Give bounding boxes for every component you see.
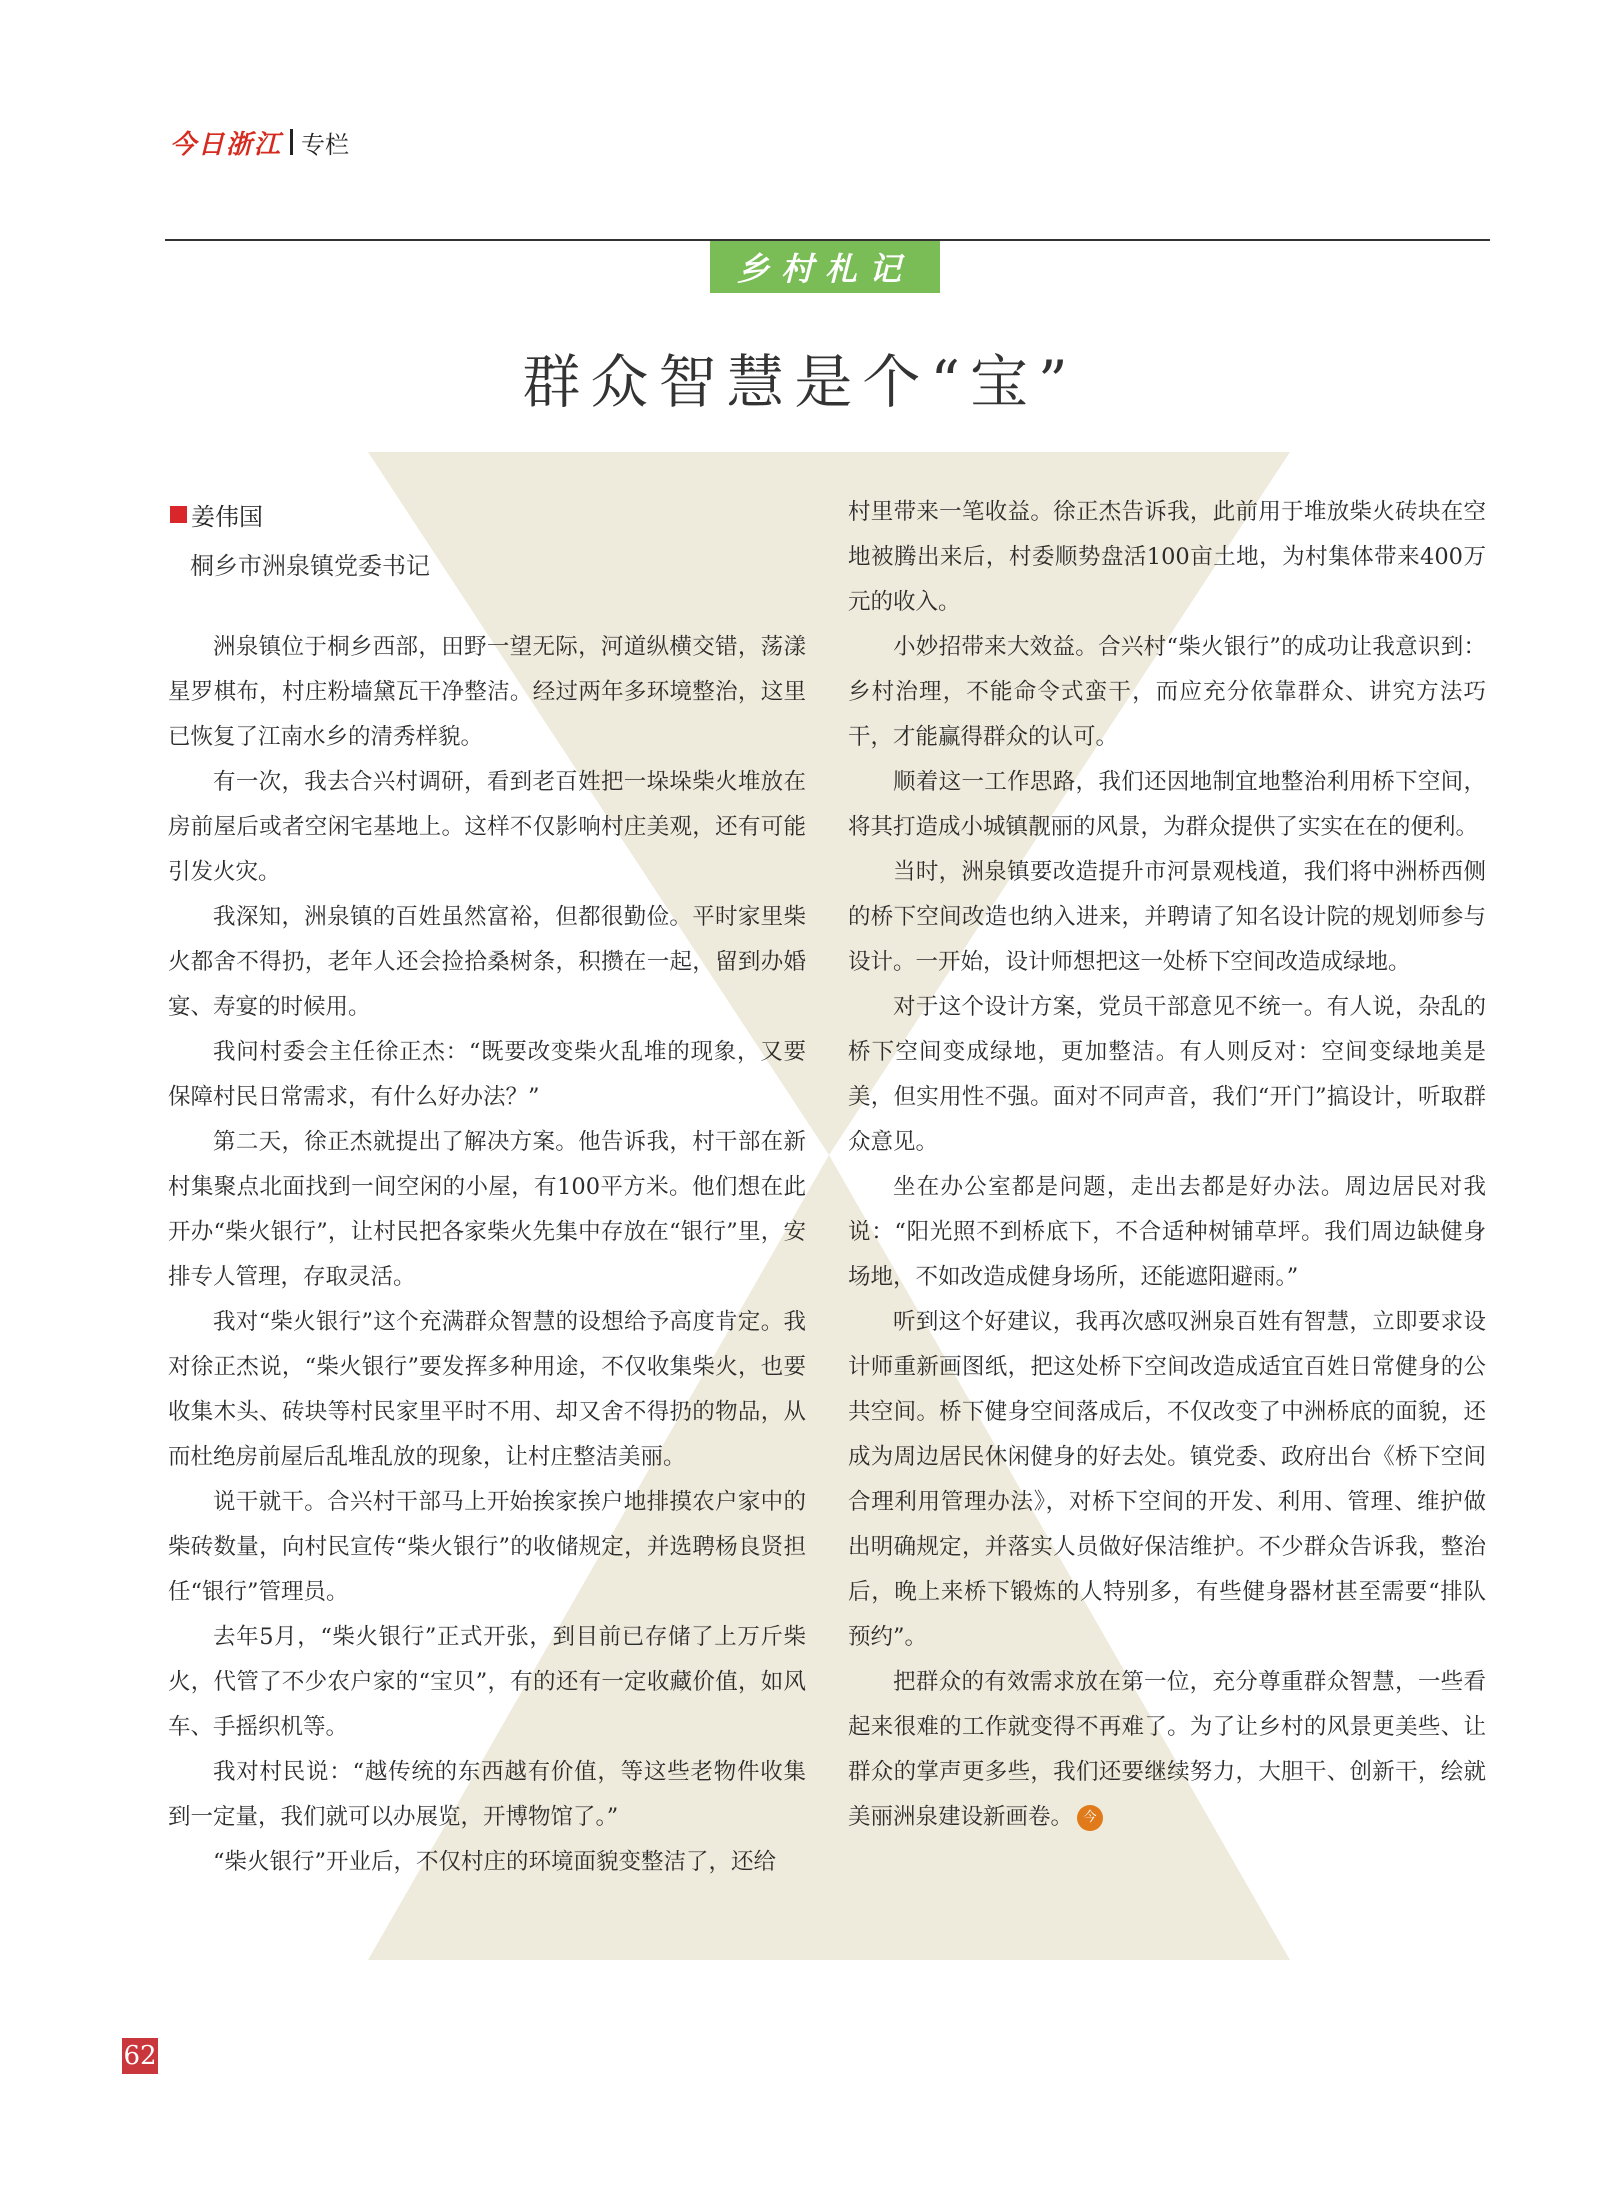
paragraph-continuation: 村里带来一笔收益。徐正杰告诉我，此前用于堆放柴火砖块在空地被腾出来后，村委顺势盘活100亩土地，为村集体带来400万元的收入。 xyxy=(848,499,1486,615)
end-mark-icon: 今 xyxy=(1077,1805,1103,1831)
magazine-header xyxy=(170,122,349,162)
page-number: 62 xyxy=(122,2038,158,2074)
paragraph: 听到这个好建议，我再次感叹洲泉百姓有智慧，立即要求设计师重新画图纸，把这处桥下空间改造成适宜百姓日常健身的公共空间。桥下健身空间落成后，不仅改变了中洲桥底的面貌，还成为周边居民休闲健身的好去处。镇党委、政府出台《桥下空间合理利用管理办法》，对桥下空间的开发、利用、管理、维护做出明确规定，并落实人员做好保洁维护。不少群众告诉我，整治后，晚上来桥下锻炼的人特别多，有些健身器材甚至需要“排队预约”。 xyxy=(848,1309,1486,1650)
column-tag: 乡村札记 xyxy=(710,241,940,293)
paragraph: 我对村民说：“越传统的东西越有价值，等这些老物件收集到一定量，我们就可以办展览，开博物馆了。” xyxy=(168,1759,806,1830)
final-paragraph-text: 把群众的有效需求放在第一位，充分尊重群众智慧，一些看起来很难的工作就变得不再难了。为了让乡村的风景更美些、让群众的掌声更多些，我们还要继续努力，大胆干、创新干，绘就美丽洲泉建设新画卷。 xyxy=(848,1669,1486,1830)
red-square-icon xyxy=(170,506,187,523)
paragraph: 坐在办公室都是问题，走出去都是好办法。周边居民对我说：“阳光照不到桥底下，不合适种树铺草坪。我们周边缺健身场地，不如改造成健身场所，还能遮阳避雨。” xyxy=(848,1174,1486,1290)
paragraph: 第二天，徐正杰就提出了解决方案。他告诉我，村干部在新村集聚点北面找到一间空闲的小屋，有100平方米。他们想在此开办“柴火银行”，让村民把各家柴火先集中存放在“银行”里，安排专人管理，存取灵活。 xyxy=(168,1129,806,1290)
section-label: 专栏 xyxy=(301,130,350,159)
header-divider xyxy=(290,129,293,155)
paragraph: 顺着这一工作思路，我们还因地制宜地整治利用桥下空间，将其打造成小城镇靓丽的风景，为群众提供了实实在在的便利。 xyxy=(848,769,1486,840)
paragraph: 我问村委会主任徐正杰：“既要改变柴火乱堆的现象，又要保障村民日常需求，有什么好办法？” xyxy=(168,1039,806,1110)
author-block xyxy=(170,497,430,581)
paragraph: 去年5月，“柴火银行”正式开张，到目前已存储了上万斤柴火，代管了不少农户家的“宝贝”，有的还有一定收藏价值，如风车、手摇织机等。 xyxy=(168,1624,806,1740)
article-title: 群众智慧是个“宝” xyxy=(522,348,1078,416)
paragraph: 洲泉镇位于桐乡西部，田野一望无际，河道纵横交错，荡漾星罗棋布，村庄粉墙黛瓦干净整洁。经过两年多环境整治，这里已恢复了江南水乡的清秀样貌。 xyxy=(168,634,806,750)
brand-logo: 今日浙江 xyxy=(170,129,283,160)
paragraph: 我对“柴火银行”这个充满群众智慧的设想给予高度肯定。我对徐正杰说，“柴火银行”要发挥多种用途，不仅收集柴火，也要收集木头、砖块等村民家里平时不用、却又舍不得扔的物品，从而杜绝房前屋后乱堆乱放的现象，让村庄整洁美丽。 xyxy=(168,1309,806,1470)
author-position: 桐乡市洲泉镇党委书记 xyxy=(190,552,430,580)
right-column xyxy=(848,490,1486,1840)
paragraph: 有一次，我去合兴村调研，看到老百姓把一垛垛柴火堆放在房前屋后或者空闲宅基地上。这样不仅影响村庄美观，还有可能引发火灾。 xyxy=(168,769,806,885)
paragraph: 当时，洲泉镇要改造提升市河景观栈道，我们将中洲桥西侧的桥下空间改造也纳入进来，并聘请了知名设计院的规划师参与设计。一开始，设计师想把这一处桥下空间改造成绿地。 xyxy=(848,859,1486,975)
left-column xyxy=(168,625,806,1885)
paragraph: 我深知，洲泉镇的百姓虽然富裕，但都很勤俭。平时家里柴火都舍不得扔，老年人还会捡拾桑树条，积攒在一起，留到办婚宴、寿宴的时候用。 xyxy=(168,904,806,1020)
final-paragraph xyxy=(848,1660,1486,1840)
paragraph: 说干就干。合兴村干部马上开始挨家挨户地排摸农户家中的柴砖数量，向村民宣传“柴火银行”的收储规定，并选聘杨良贤担任“银行”管理员。 xyxy=(168,1489,806,1605)
paragraph: “柴火银行”开业后，不仅村庄的环境面貌变整洁了，还给 xyxy=(213,1849,777,1875)
paragraph: 对于这个设计方案，党员干部意见不统一。有人说，杂乱的桥下空间变成绿地，更加整洁。有人则反对：空间变绿地美是美，但实用性不强。面对不同声音，我们“开门”搞设计，听取群众意见。 xyxy=(848,994,1486,1155)
paragraph: 小妙招带来大效益。合兴村“柴火银行”的成功让我意识到：乡村治理，不能命令式蛮干，而应充分依靠群众、讲究方法巧干，才能赢得群众的认可。 xyxy=(848,634,1486,750)
author-name-row xyxy=(170,497,430,532)
author-name: 姜伟国 xyxy=(191,503,263,531)
